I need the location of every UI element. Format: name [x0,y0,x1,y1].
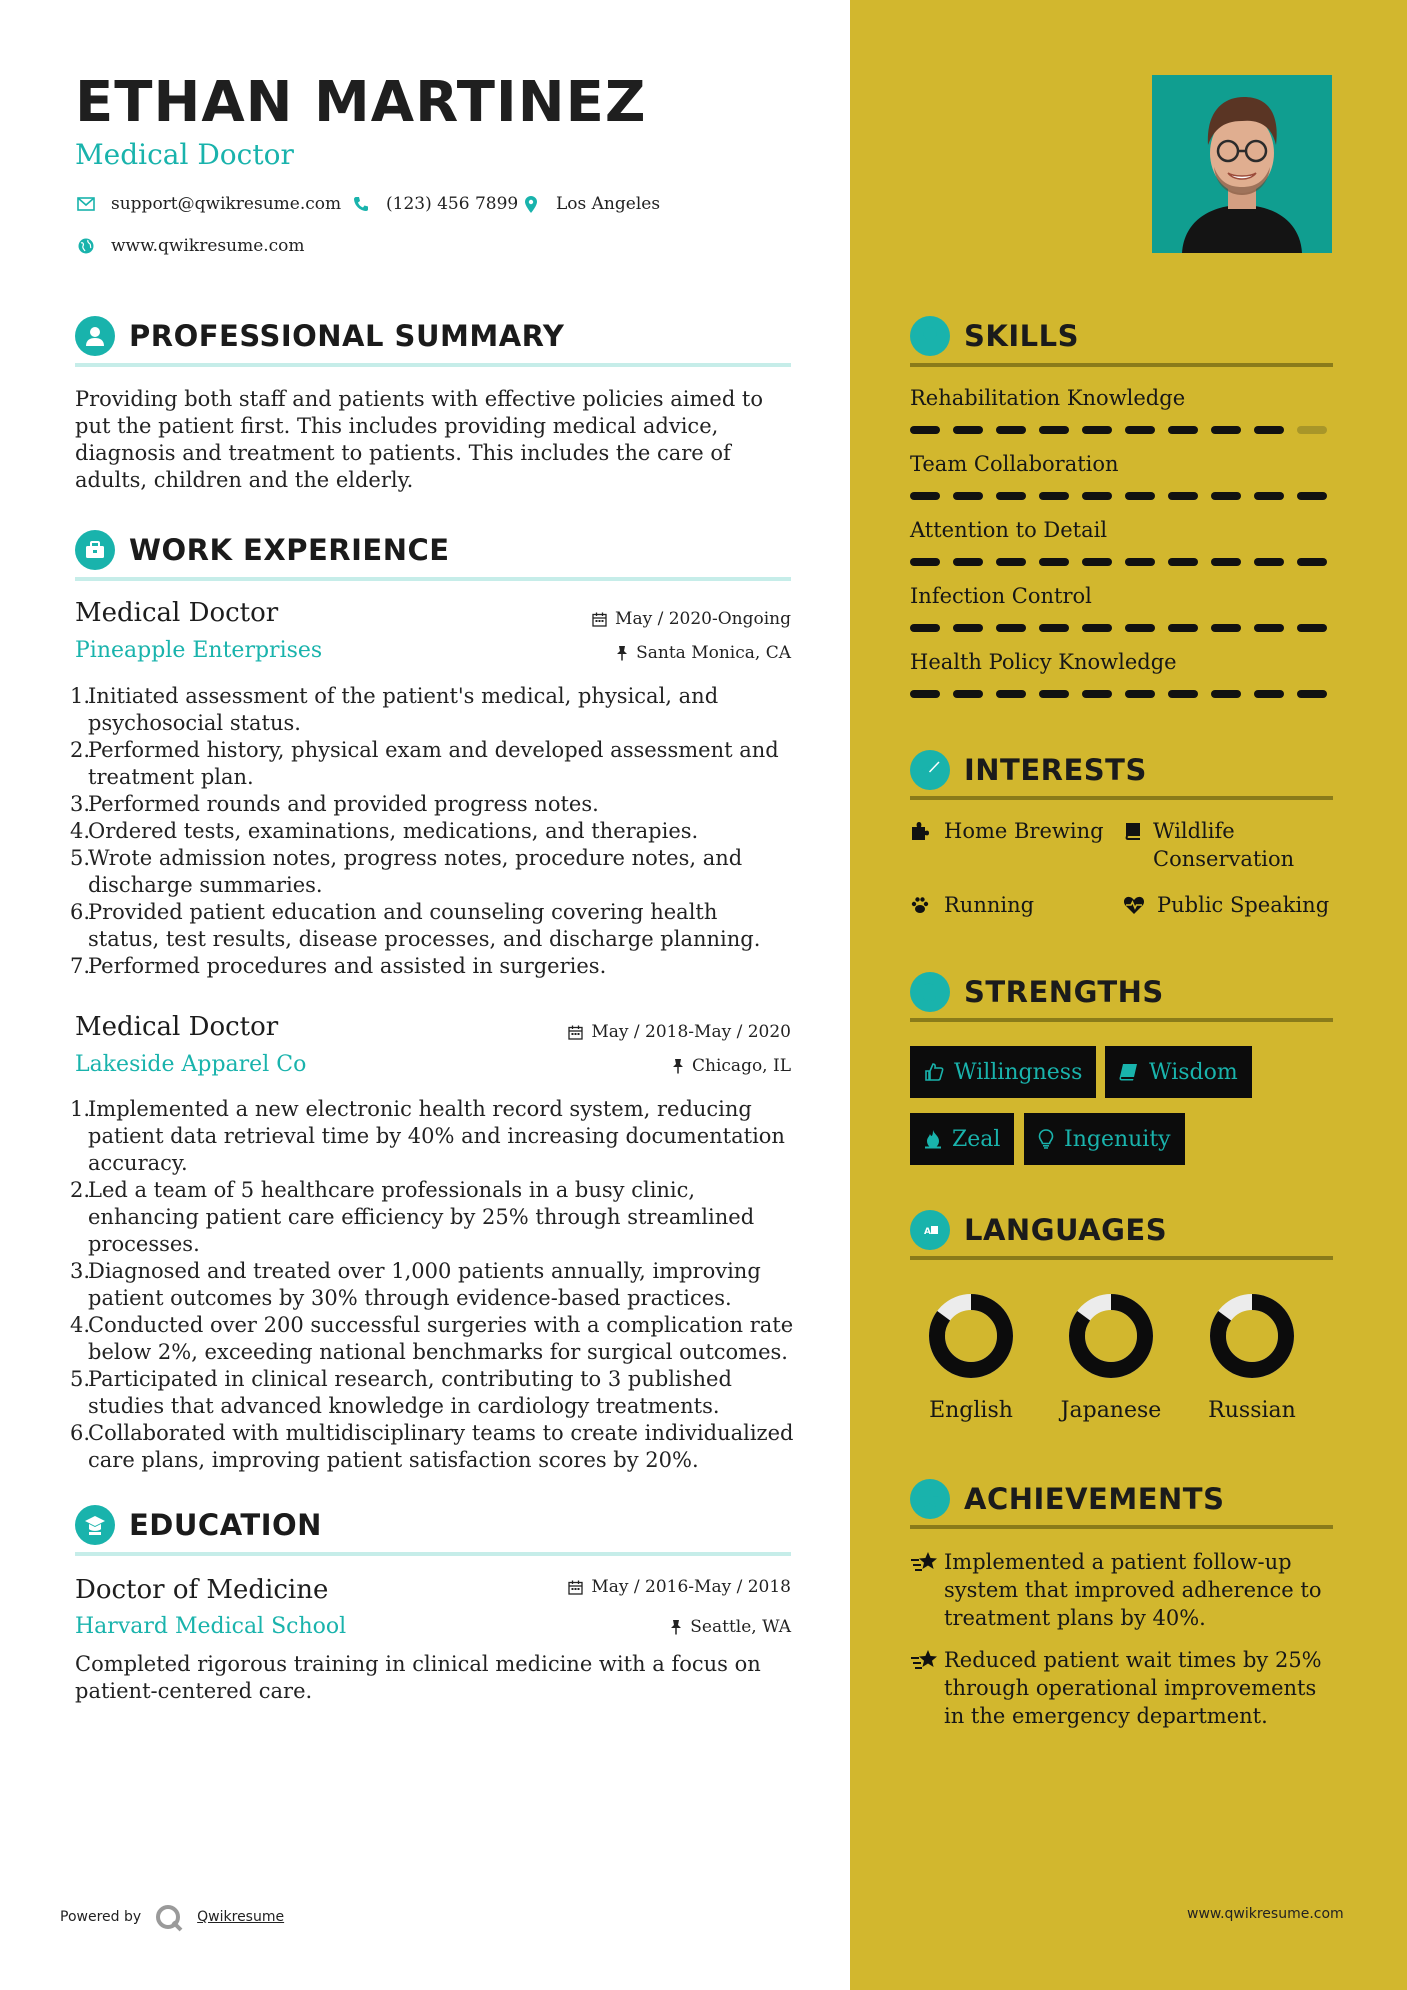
job-responsibilities [70,683,795,980]
briefcase-icon [75,530,115,570]
list-item: 5. Participated in clinical research, contributing to 3 published studies that advanced knowledge in cardiology treatments. [70,1367,732,1418]
skill-dash [1254,690,1284,698]
education-text: Completed rigorous training in clinical medicine with a focus on patient-centered care. [75,1652,761,1703]
contact-website[interactable] [75,235,305,257]
skill-dash [1039,492,1069,500]
education-date-text: May / 2016-May / 2018 [591,1577,791,1597]
skill-dash [1297,624,1327,632]
skill-dash [953,624,983,632]
phone-text: (123) 456 7899 [386,194,519,214]
education-location-text: Seattle, WA [690,1617,791,1637]
skill-dash [1211,558,1241,566]
skill-dash [1039,426,1069,434]
list-item: 6. Collaborated with multidisciplinary teams to create individualized care plans, improving patient satisfaction scores by 20%. [70,1421,794,1472]
qwikresume-logo-icon [153,1902,187,1932]
skill-dash [996,558,1026,566]
skill-dash [1254,426,1284,434]
skill-dash [1297,492,1327,500]
list-item: 2. Performed history, physical exam and developed assessment and treatment plan. [70,738,779,789]
summary-title: PROFESSIONAL SUMMARY [129,319,565,353]
strength-chip: Wisdom [1105,1046,1252,1098]
skill-dash [1082,492,1112,500]
job-responsibilities [70,1096,795,1474]
skill-dash [1254,558,1284,566]
languages-heading [910,1210,1167,1250]
skill-dash [1211,492,1241,500]
qwikresume-link[interactable]: Qwikresume [197,1909,285,1925]
job-location-text: Chicago, IL [692,1056,791,1076]
list-item: 6. Provided patient education and counseling covering health status, test results, disease processes, and discharge planning. [70,900,761,951]
achievements-heading [910,1479,1224,1519]
job-location [480,1056,791,1076]
job-date [480,1022,791,1042]
skill-dash [996,492,1026,500]
list-item: 4. Conducted over 200 successful surgeries with a complication rate below 2%, exceeding national benchmarks for surgical outcomes. [70,1313,794,1364]
skill-dash [996,426,1026,434]
languages-divider [910,1256,1333,1260]
calendar-icon [568,1025,583,1040]
pushpin-icon [616,645,628,661]
job-date-text: May / 2020-Ongoing [615,609,791,629]
skill-level-bar [910,492,1327,500]
list-item: 1. Initiated assessment of the patient's medical, physical, and psychosocial status. [70,684,719,735]
skill-name: Infection Control [910,584,1092,608]
globe-icon [75,235,97,257]
paper-plane-icon [910,750,950,790]
skill-dash [953,492,983,500]
strengths-divider [910,1018,1333,1022]
puzzle-icon [910,820,934,848]
powered-by-label: Powered by [60,1909,142,1925]
star-icon [910,1479,950,1519]
strengths-title: STRENGTHS [964,975,1164,1009]
skill-dash [1297,558,1327,566]
strength-chip: Willingness [910,1046,1096,1098]
interests-divider [910,796,1333,800]
skill-dash [1254,492,1284,500]
skill-dash [910,624,940,632]
skill-name: Rehabilitation Knowledge [910,386,1186,410]
envelope-icon [75,193,97,215]
skill-name: Health Policy Knowledge [910,650,1177,674]
language-label: Japanese [1060,1398,1162,1423]
interest-item: Public Speaking [1123,891,1338,922]
achievement-item: Reduced patient wait times by 25% through operational improvements in the emergency department. [910,1646,1340,1730]
candidate-name: ETHAN MARTINEZ [75,70,647,135]
website-text: www.qwikresume.com [111,236,305,256]
strength-chip: Ingenuity [1024,1113,1185,1165]
skill-dash [910,690,940,698]
school-name: Harvard Medical School [75,1614,347,1639]
contact-phone[interactable] [350,193,518,215]
summary-divider [75,363,791,367]
skills-title: SKILLS [964,319,1079,353]
job-date [480,609,791,629]
footer-website[interactable]: www.qwikresume.com [1187,1906,1344,1922]
skills-divider [910,363,1333,367]
pushpin-icon [672,1058,684,1074]
skill-dash [1254,624,1284,632]
skill-dash [1039,624,1069,632]
education-location [480,1617,791,1637]
skill-dash [1082,690,1112,698]
experience-title: WORK EXPERIENCE [129,533,450,567]
achievement-item: Implemented a patient follow-up system that improved adherence to treatment plans by 40%. [910,1548,1340,1632]
contact-email[interactable] [75,193,341,215]
skill-dash [1039,558,1069,566]
skill-dash [1211,426,1241,434]
languages-title: LANGUAGES [964,1213,1168,1247]
phone-icon [350,193,372,215]
skill-dash [1082,426,1112,434]
shooting-star-icon [910,1550,944,1632]
interest-item: Running [910,891,1110,922]
location-text: Los Angeles [556,194,661,214]
calendar-icon [568,1580,583,1595]
skill-name: Team Collaboration [910,452,1119,476]
book-icon [1119,1062,1139,1082]
job-location-text: Santa Monica, CA [636,643,791,663]
interest-item: Home Brewing [910,817,1110,848]
language-label: English [929,1398,1013,1423]
interests-heading [910,750,1147,790]
skill-dash [1168,624,1198,632]
skill-dash [1211,624,1241,632]
skill-dash [953,558,983,566]
skill-dash [1211,690,1241,698]
skill-dash [910,558,940,566]
language-label: Russian [1208,1398,1296,1423]
skill-level-bar [910,558,1327,566]
skill-dash [1082,624,1112,632]
user-icon [75,316,115,356]
book-icon [1123,820,1143,848]
strengths-heading [910,972,1164,1012]
skill-dash [1082,558,1112,566]
skill-level-bar [910,426,1327,434]
skill-dash [996,624,1026,632]
education-divider [75,1552,791,1556]
skill-dash [1297,690,1327,698]
lightbulb-icon [1038,1129,1054,1149]
skill-dash [1168,492,1198,500]
skill-dash [1125,492,1155,500]
skill-dash [1125,558,1155,566]
achievements-title: ACHIEVEMENTS [964,1482,1225,1516]
education-heading [75,1505,322,1545]
skill-dash [1168,558,1198,566]
degree-title: Doctor of Medicine [75,1575,329,1605]
skill-dash [1125,426,1155,434]
graduate-icon [75,1505,115,1545]
list-item: 2. Led a team of 5 healthcare professionals in a busy clinic, enhancing patient care efficiency by 25% through streamlined processes. [70,1178,755,1256]
skill-level-bar [910,690,1327,698]
skill-level-bar [910,624,1327,632]
list-item: 4. Ordered tests, examinations, medications, and therapies. [70,819,699,843]
education-date [480,1577,791,1597]
skill-dash [1125,690,1155,698]
skill-dash [1297,426,1327,434]
map-pin-icon [520,193,542,215]
strength-chip: Zeal [910,1113,1014,1165]
achievements-divider [910,1525,1333,1529]
email-text: support@qwikresume.com [111,194,342,214]
list-item: 1. Implemented a new electronic health record system, reducing patient data retrieval time by 40% and increasing documentation accuracy. [70,1097,785,1175]
powered-by [60,1902,284,1932]
calendar-icon [592,612,607,627]
list-item: 7. Performed procedures and assisted in surgeries. [70,954,607,978]
interest-item: Wildlife Conservation [1123,817,1338,873]
list-item: 3. Performed rounds and provided progress notes. [70,792,599,816]
paw-icon [910,894,934,922]
list-item: 3. Diagnosed and treated over 1,000 patients annually, improving patient outcomes by 30% through evidence-based practices. [70,1259,761,1310]
interests-title: INTERESTS [964,753,1147,787]
thumbs-up-icon [924,1062,944,1082]
translate-icon [910,1210,950,1250]
job-title: Medical Doctor [75,1012,279,1042]
skill-dash [953,690,983,698]
skill-dash [910,492,940,500]
skill-dash [1168,426,1198,434]
skill-dash [1125,624,1155,632]
job-company: Lakeside Apparel Co [75,1052,307,1077]
summary-text: Providing both staff and patients with effective policies aimed to put the patient first. This includes providing medical advice, diagnosis and treatment to patients. This includes the care of adults, children and the elderly. [75,387,764,492]
skill-dash [1039,690,1069,698]
education-title: EDUCATION [129,1508,322,1542]
experience-divider [75,577,791,581]
job-title: Medical Doctor [75,598,279,628]
job-date-text: May / 2018-May / 2020 [591,1022,791,1042]
lightbulb-icon [910,316,950,356]
profile-photo [1152,75,1332,253]
pushpin-icon [670,1619,682,1635]
skills-heading [910,316,1079,356]
skill-dash [910,426,940,434]
experience-heading [75,530,450,570]
shooting-star-icon [910,1648,944,1730]
skill-dash [953,426,983,434]
list-item: 5. Wrote admission notes, progress notes, procedure notes, and discharge summaries. [70,846,743,897]
flame-icon [924,1129,942,1149]
job-location [480,643,791,663]
language-charts [910,1288,1350,1388]
skill-dash [1168,690,1198,698]
heartbeat-icon [1123,894,1147,922]
skill-dash [996,690,1026,698]
svg-text:A: A [924,1227,931,1237]
fist-icon [910,972,950,1012]
job-company: Pineapple Enterprises [75,638,323,663]
contact-location [520,193,660,215]
skill-name: Attention to Detail [910,518,1108,542]
candidate-role: Medical Doctor [75,138,294,171]
summary-heading [75,316,564,356]
